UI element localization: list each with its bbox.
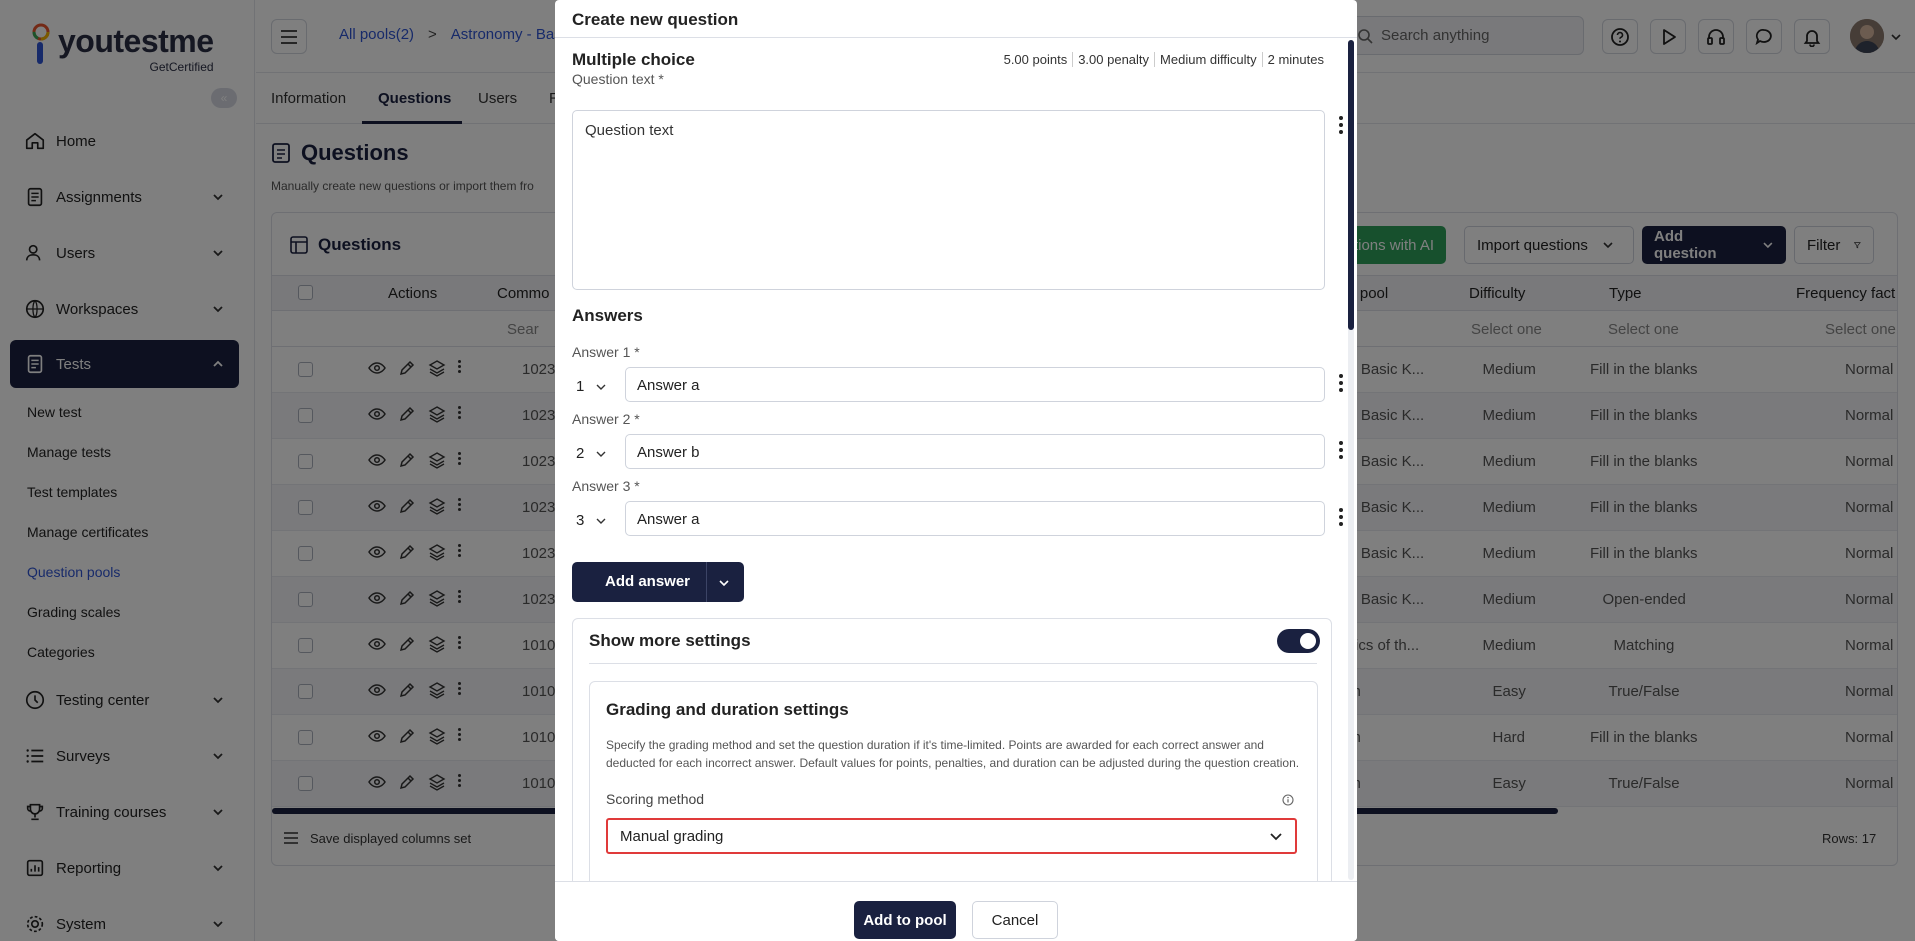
answer-1-order-select[interactable] <box>576 378 606 395</box>
create-question-modal <box>555 0 1357 941</box>
meta-points: 5.00 points <box>1003 52 1068 67</box>
answer-3-label: Answer 3 * <box>572 478 640 494</box>
chevron-down-icon <box>1269 832 1283 842</box>
modal-body <box>555 38 1357 881</box>
answer-1-input[interactable]: Answer a <box>625 367 1325 402</box>
scoring-method-value: Manual grading <box>620 828 724 845</box>
toggle-knob <box>1300 633 1316 649</box>
answer-2-order-select[interactable] <box>576 445 606 462</box>
chevron-down-icon[interactable] <box>718 577 730 589</box>
answer-order-value: 2 <box>576 445 585 462</box>
modal-title: Create new question <box>572 10 739 29</box>
chevron-down-icon <box>596 382 606 392</box>
answer-3-order-select[interactable] <box>576 512 606 529</box>
answer-2-label: Answer 2 * <box>572 411 640 427</box>
answer-options-icon[interactable] <box>1337 374 1345 392</box>
modal-scrollbar[interactable] <box>1348 40 1354 330</box>
answer-options-icon[interactable] <box>1337 441 1345 459</box>
cancel-button[interactable]: Cancel <box>972 901 1058 939</box>
grading-title: Grading and duration settings <box>606 700 849 719</box>
meta-penalty: 3.00 penalty <box>1072 52 1154 67</box>
answer-3-input[interactable]: Answer a <box>625 501 1325 536</box>
info-icon[interactable] <box>1282 794 1294 806</box>
show-more-settings-toggle[interactable] <box>1277 629 1320 653</box>
answer-options-icon[interactable] <box>1337 508 1345 526</box>
answer-order-value: 3 <box>576 512 585 529</box>
add-to-pool-button[interactable]: Add to pool <box>854 901 956 939</box>
chevron-down-icon <box>596 516 606 526</box>
scoring-method-select[interactable] <box>606 818 1297 854</box>
answers-title: Answers <box>572 306 643 325</box>
chevron-down-icon <box>596 449 606 459</box>
add-answer-button[interactable] <box>572 562 744 602</box>
modal-footer <box>555 881 1357 941</box>
answer-order-value: 1 <box>576 378 585 395</box>
question-options-icon[interactable] <box>1337 116 1345 134</box>
show-more-settings-label: Show more settings <box>589 631 751 650</box>
question-text-editor[interactable]: Question text <box>572 110 1325 290</box>
meta-duration: 2 minutes <box>1262 52 1329 67</box>
add-answer-label: Add answer <box>605 573 691 590</box>
question-text-label: Question text * <box>572 71 664 87</box>
answer-2-input[interactable]: Answer b <box>625 434 1325 469</box>
grading-settings-section <box>589 681 1318 881</box>
question-type: Multiple choice <box>572 50 695 69</box>
grading-description: Specify the grading method and set the question duration if it's time-limited. Points are awarded for each correct answer and deducted for each incorrect answer. Default values for points, penalties, and duration can be adjusted during the question creation. <box>606 738 1300 770</box>
button-divider <box>706 562 707 602</box>
meta-difficulty: Medium difficulty <box>1154 52 1262 67</box>
more-settings-panel <box>572 618 1332 881</box>
scoring-method-label: Scoring method <box>606 791 705 807</box>
answer-1-label: Answer 1 * <box>572 344 640 360</box>
divider <box>589 663 1317 664</box>
question-meta <box>999 52 1329 67</box>
